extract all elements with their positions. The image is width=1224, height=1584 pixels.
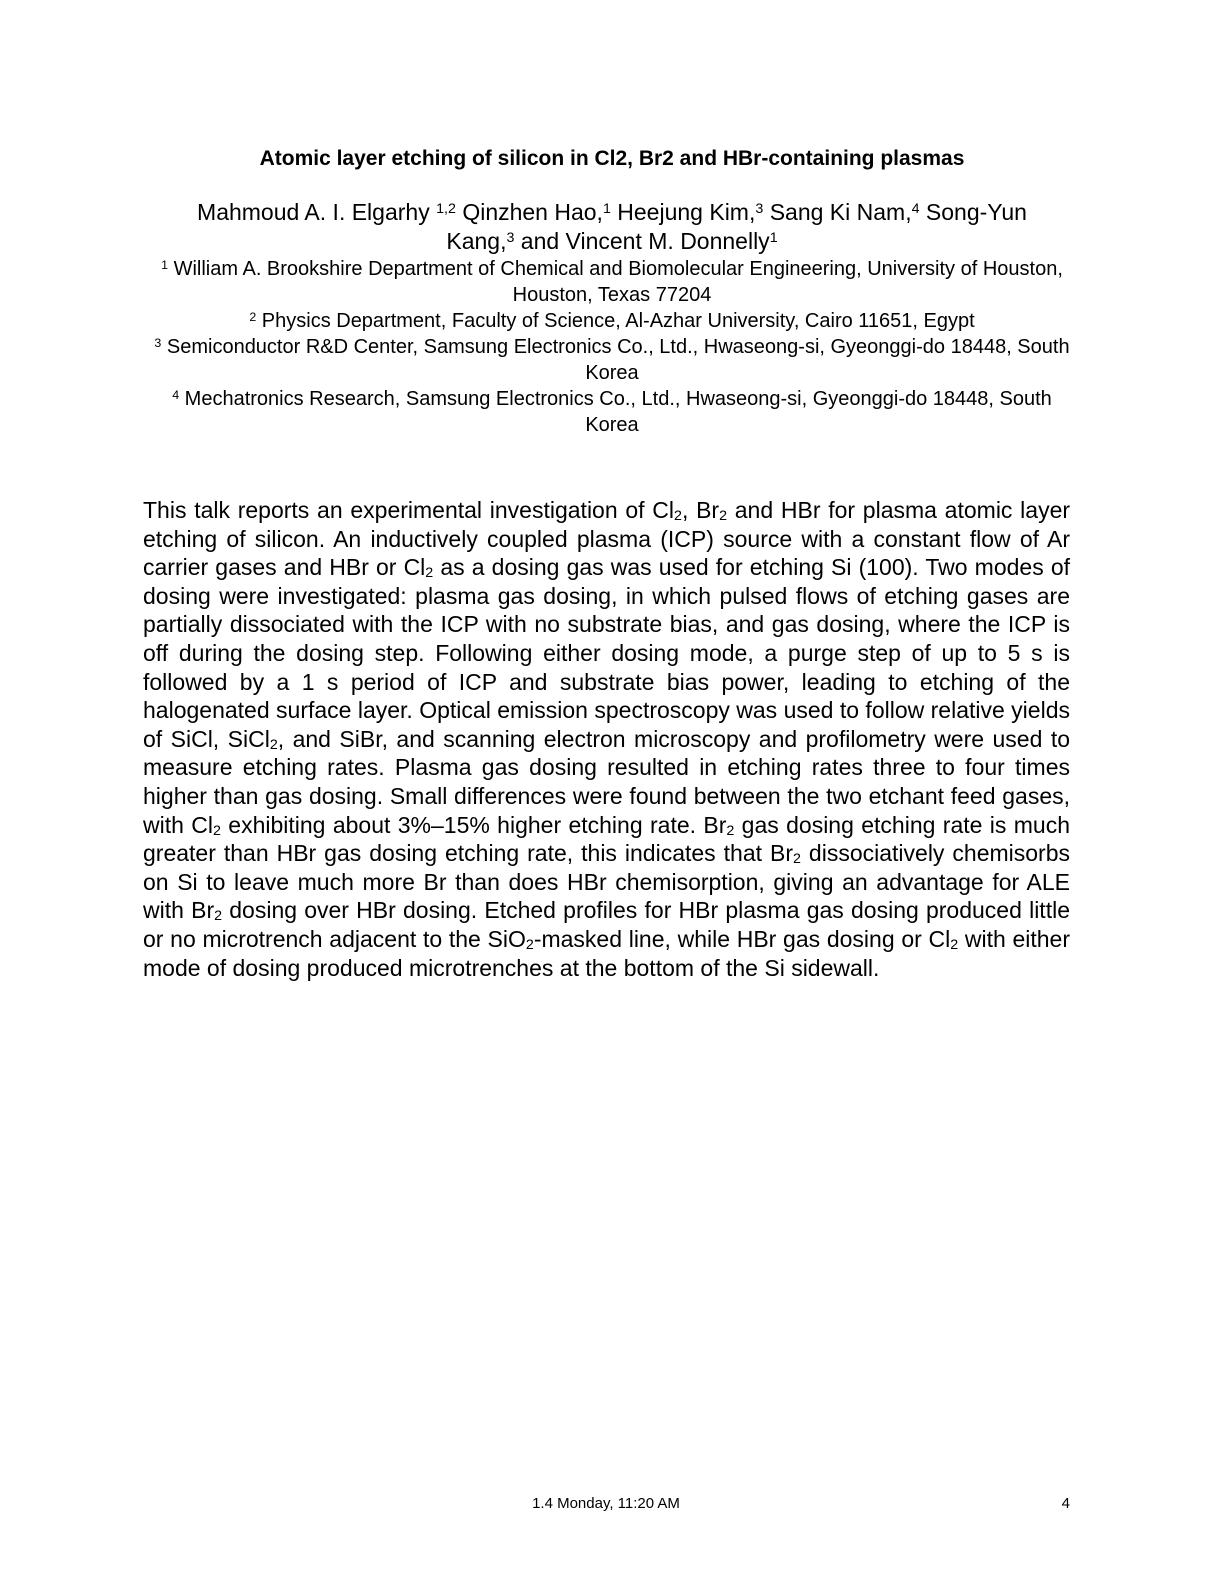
chemical-subscript: 2 (269, 736, 278, 753)
affiliation-number: 3 (154, 335, 162, 350)
page-number: 4 (1061, 1495, 1070, 1512)
abstract-text: exhibiting about 3%–15% higher etching rate. Br (220, 811, 727, 838)
affiliation-text: Physics Department, Faculty of Science, Al-Azhar University, Cairo 11651, Egypt (261, 310, 975, 332)
author-name: Mahmoud A. I. Elgarhy (197, 199, 437, 225)
affiliation-text: Mechatronics Research, Samsung Electronics Co., Ltd., Hwaseong-si, Gyeonggi-do 18448, South Korea (184, 388, 1052, 436)
abstract-text: dissociatively chemisorbs on Si to leave much more Br than does HBr chemisorption, giving an advantage for ALE with Br (143, 840, 1070, 924)
abstract-text: and HBr for plasma atomic layer etching of silicon. An inductively coupled plasma (ICP) source with a constant flow of Ar carrier gases and HBr or Cl (143, 497, 1071, 581)
abstract-text: gas dosing etching rate is much greater than HBr gas dosing etching rate, this indicates that Br (143, 811, 1070, 867)
author-affiliation-marker: 1,2 (436, 200, 456, 217)
affiliation (150, 308, 1074, 334)
author-affiliation-marker: 1 (769, 229, 778, 246)
author-affiliation-marker: 4 (911, 200, 920, 217)
affiliation (150, 386, 1074, 438)
chemical-subscript: 2 (212, 822, 221, 839)
affiliation (150, 256, 1074, 308)
paper-title: Atomic layer etching of silicon in Cl2, Br2 and HBr-containing plasmas (259, 147, 965, 170)
chemical-subscript: 2 (425, 565, 434, 582)
abstract-text: This talk reports an experimental investigation of Cl (143, 497, 675, 523)
chemical-subscript: 2 (525, 937, 534, 954)
abstract-text: , Br (681, 497, 720, 523)
author-affiliation-marker: 3 (755, 200, 764, 217)
author-list (168, 198, 1056, 256)
author-name: Qinzhen Hao, (462, 199, 603, 225)
chemical-subscript: 2 (793, 851, 801, 868)
affiliation-text: William A. Brookshire Department of Chemical and Biomolecular Engineering, University of Houston, Houston, Texas 77204 (173, 258, 1063, 306)
chemical-subscript: 2 (950, 937, 959, 954)
author-affiliation-marker: 1 (602, 200, 611, 217)
abstract-text: -masked line, while HBr gas dosing or Cl (533, 925, 951, 952)
abstract-text: as a dosing gas was used for etching Si (100). Two modes of dosing were investigated: plasma gas dosing, in which pulsed flows of etching gases are partially dissociated with the ICP with no substrate bias, and gas dosing, where the ICP is off during the dosing step. Following either dosing mode, a purge step of up to 5 s is followed by a 1 s period of ICP and substrate bias power, leading to etching of the halogenated surface layer. Optical emission spectroscopy was used to follow relative yields of SiCl, SiCl (143, 554, 1071, 752)
affiliation-number: 2 (249, 309, 257, 324)
affiliation-text: Semiconductor R&D Center, Samsung Electronics Co., Ltd., Hwaseong-si, Gyeonggi-do 18448, South Korea (166, 336, 1070, 384)
author-name: Heejung Kim, (617, 199, 756, 225)
author-name: Song-Yun Kang, (446, 199, 1027, 254)
chemical-subscript: 2 (726, 822, 735, 839)
affiliation-list (150, 256, 1074, 438)
affiliation-number: 1 (161, 257, 169, 272)
chemical-subscript: 2 (214, 908, 223, 925)
author-name: and Vincent M. Donnelly (520, 228, 770, 254)
chemical-subscript: 2 (674, 508, 682, 525)
abstract-text: dosing over HBr dosing. Etched profiles for HBr plasma gas dosing produced little or no microtrench adjacent to the SiO (143, 897, 1070, 952)
author-name: Sang Ki Nam, (769, 199, 912, 225)
affiliation-number: 4 (172, 387, 180, 402)
footer-session: 1.4 Monday, 11:20 AM (532, 1495, 680, 1512)
abstract-body (143, 496, 1070, 982)
affiliation (150, 334, 1074, 386)
chemical-subscript: 2 (719, 508, 728, 525)
author-affiliation-marker: 3 (506, 229, 515, 246)
abstract-text: , and SiBr, and scanning electron microscopy and profilometry were used to measure etching rates. Plasma gas dosing resulted in etching rates three to four times higher than gas dosing. Small differences were found between the two etchant feed gases, with Cl (143, 725, 1070, 838)
abstract-text: with either mode of dosing produced microtrenches at the bottom of the Si sidewall. (143, 925, 1070, 981)
